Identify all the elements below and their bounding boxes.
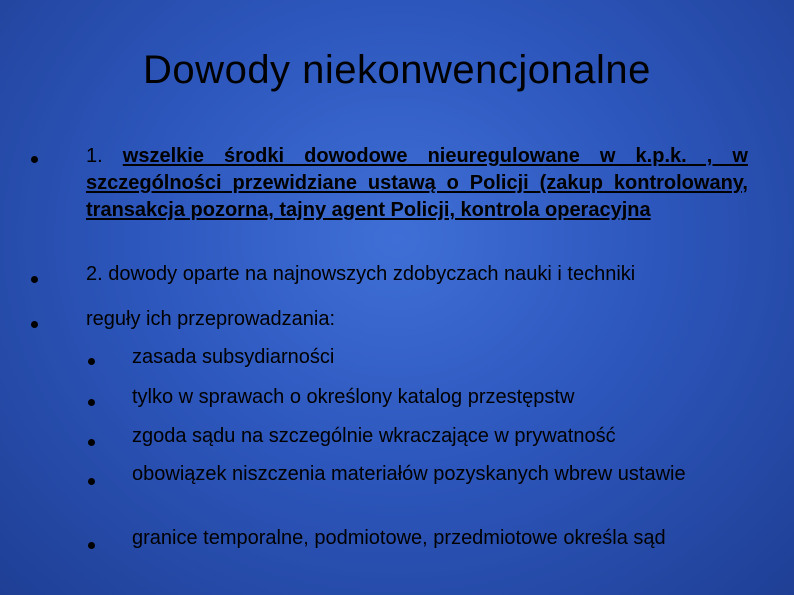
sub-item-text: granice temporalne, podmiotowe, przedmiotowe określa sąd <box>132 527 666 549</box>
bullet-icon <box>31 156 38 163</box>
sub-item-3 <box>132 423 746 450</box>
sub-item-text: zgoda sądu na szczególnie wkraczające w prywatność <box>132 425 616 447</box>
sub-item-text: zasada subsydiarności <box>132 346 335 368</box>
list-item-3 <box>86 306 766 333</box>
sub-item-4 <box>132 461 746 488</box>
sub-item-1 <box>132 344 746 371</box>
list-item-text: 2. dowody oparte na najnowszych zdobyczach nauki i techniki <box>86 263 636 285</box>
bullet-icon <box>31 321 38 328</box>
bullet-icon <box>31 276 38 283</box>
list-item-text: reguły ich przeprowadzania: <box>86 308 336 330</box>
sub-bullet-icon <box>88 358 95 365</box>
sub-item-5 <box>132 525 746 552</box>
sub-bullet-icon <box>88 542 95 549</box>
list-item-prefix: 1. <box>86 145 123 167</box>
sub-bullet-icon <box>88 478 95 485</box>
slide-title: Dowody niekonwencjonalne <box>143 48 651 92</box>
list-item-1 <box>86 143 748 224</box>
sub-item-2 <box>132 384 746 411</box>
sub-item-text: tylko w sprawach o określony katalog przestępstw <box>132 386 575 408</box>
sub-bullet-icon <box>88 439 95 446</box>
list-item-text: wszelkie środki dowodowe nieuregulowane w k.p.k. , w szczególności przewidziane ustawą o Policji (zakup kontrolowany, transakcja pozorna, tajny agent Policji, kontrola operacyjna <box>86 145 748 221</box>
list-item-2 <box>86 261 766 288</box>
sub-bullet-icon <box>88 399 95 406</box>
sub-item-text: obowiązek niszczenia materiałów pozyskanych wbrew ustawie <box>132 463 686 485</box>
